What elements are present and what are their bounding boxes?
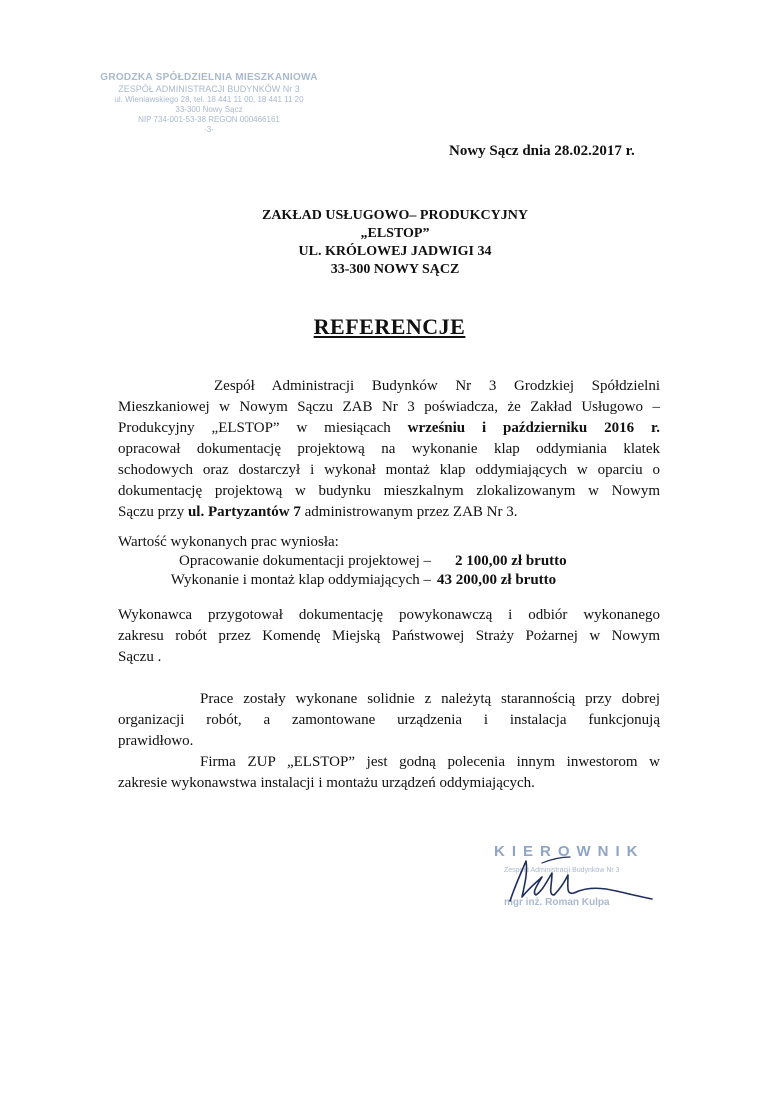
paragraph-documentation bbox=[118, 605, 660, 668]
recipient-address bbox=[230, 207, 560, 279]
paragraph-quality bbox=[118, 689, 660, 752]
text-line: Sączu . bbox=[118, 649, 162, 665]
text-line: organizacji robót, a zamontowane urządzenia i instalacja funkcjonują bbox=[118, 712, 660, 728]
organization-stamp bbox=[100, 72, 318, 135]
signature-title: KIEROWNIK bbox=[494, 843, 645, 860]
text-line: zakresu robót przez Komendę Miejską Państwowej Straży Pożarnej w Nowym bbox=[118, 628, 660, 644]
recipient-line: „ELSTOP” bbox=[360, 226, 430, 241]
text-line: Prace zostały wykonane solidnie z należytą starannością przy dobrej bbox=[200, 691, 660, 707]
value-label: Opracowanie dokumentacji projektowej – bbox=[179, 553, 431, 569]
stamp-line: -3- bbox=[204, 125, 214, 134]
handwritten-signature-icon bbox=[482, 843, 682, 923]
values-section bbox=[118, 533, 678, 590]
text-segment: Produkcyjny „ELSTOP” w miesiącach bbox=[118, 420, 391, 436]
text-line: Wykonawca przygotował dokumentację powykonawczą i odbiór wykonanego bbox=[118, 607, 660, 623]
date-line: Nowy Sącz dnia 28.02.2017 r. bbox=[449, 143, 635, 159]
value-amount: 43 200,00 zł brutto bbox=[437, 572, 557, 588]
value-row bbox=[118, 571, 678, 590]
text-segment: Sączu przy bbox=[118, 504, 185, 520]
recipient-line: 33-300 NOWY SĄCZ bbox=[330, 262, 460, 277]
text-line: opracował dokumentację projektową na wykonanie klap oddymiania klatek bbox=[118, 441, 660, 457]
text-line: dokumentację projektową w budynku mieszkalnym zlokalizowanym w Nowym bbox=[118, 483, 660, 499]
text-bold: ul. Partyzantów 7 bbox=[187, 504, 301, 520]
document-title: REFERENCJE bbox=[313, 314, 466, 339]
text-line: Mieszkaniowej w Nowym Sączu ZAB Nr 3 poświadcza, że Zakład Usługowo – bbox=[118, 399, 660, 415]
text-line: schodowych oraz dostarczył i wykonał montaż klap oddymiających w oparciu o bbox=[118, 462, 660, 478]
value-amount: 2 100,00 zł brutto bbox=[455, 553, 567, 569]
value-row bbox=[118, 552, 678, 571]
value-label: Wykonanie i montaż klap oddymiających – bbox=[170, 572, 431, 588]
signature-subtitle: Zespołu Administracji Budynków Nr 3 bbox=[504, 867, 620, 874]
stamp-line: ZESPÓŁ ADMINISTRACJI BUDYNKÓW Nr 3 bbox=[118, 84, 300, 94]
text-line bbox=[118, 502, 660, 523]
stamp-line: NIP 734-001-53-38 REGON 000466161 bbox=[138, 115, 280, 124]
text-bold: wrześniu i październiku 2016 r. bbox=[407, 420, 660, 436]
stamp-line: GRODZKA SPÓŁDZIELNIA MIESZKANIOWA bbox=[100, 72, 318, 83]
text-line: prawidłowo. bbox=[118, 733, 194, 749]
stamp-line: 33-300 Nowy Sącz bbox=[175, 105, 243, 114]
text-line: Zespół Administracji Budynków Nr 3 Grodzkiej Spółdzielni bbox=[214, 378, 660, 394]
text-line bbox=[118, 418, 660, 439]
values-heading: Wartość wykonanych prac wyniosła: bbox=[118, 534, 339, 550]
stamp-line: ul. Wieniawskiego 28, tel. 18 441 11 00, 18 441 11 20 bbox=[114, 95, 304, 104]
paragraph-certification bbox=[118, 376, 660, 523]
signature-stamp bbox=[482, 843, 682, 923]
text-line: Firma ZUP „ELSTOP” jest godną polecenia innym inwestorom w bbox=[200, 754, 660, 770]
recipient-line: ZAKŁAD USŁUGOWO– PRODUKCYJNY bbox=[261, 208, 528, 223]
text-line: zakresie wykonawstwa instalacji i montażu urządzeń oddymiających. bbox=[118, 775, 535, 791]
recipient-line: UL. KRÓLOWEJ JADWIGI 34 bbox=[298, 244, 492, 259]
signature-name: mgr inż. Roman Kulpa bbox=[504, 897, 610, 908]
paragraph-recommendation bbox=[118, 752, 660, 794]
text-segment: administrowanym przez ZAB Nr 3. bbox=[304, 504, 518, 520]
